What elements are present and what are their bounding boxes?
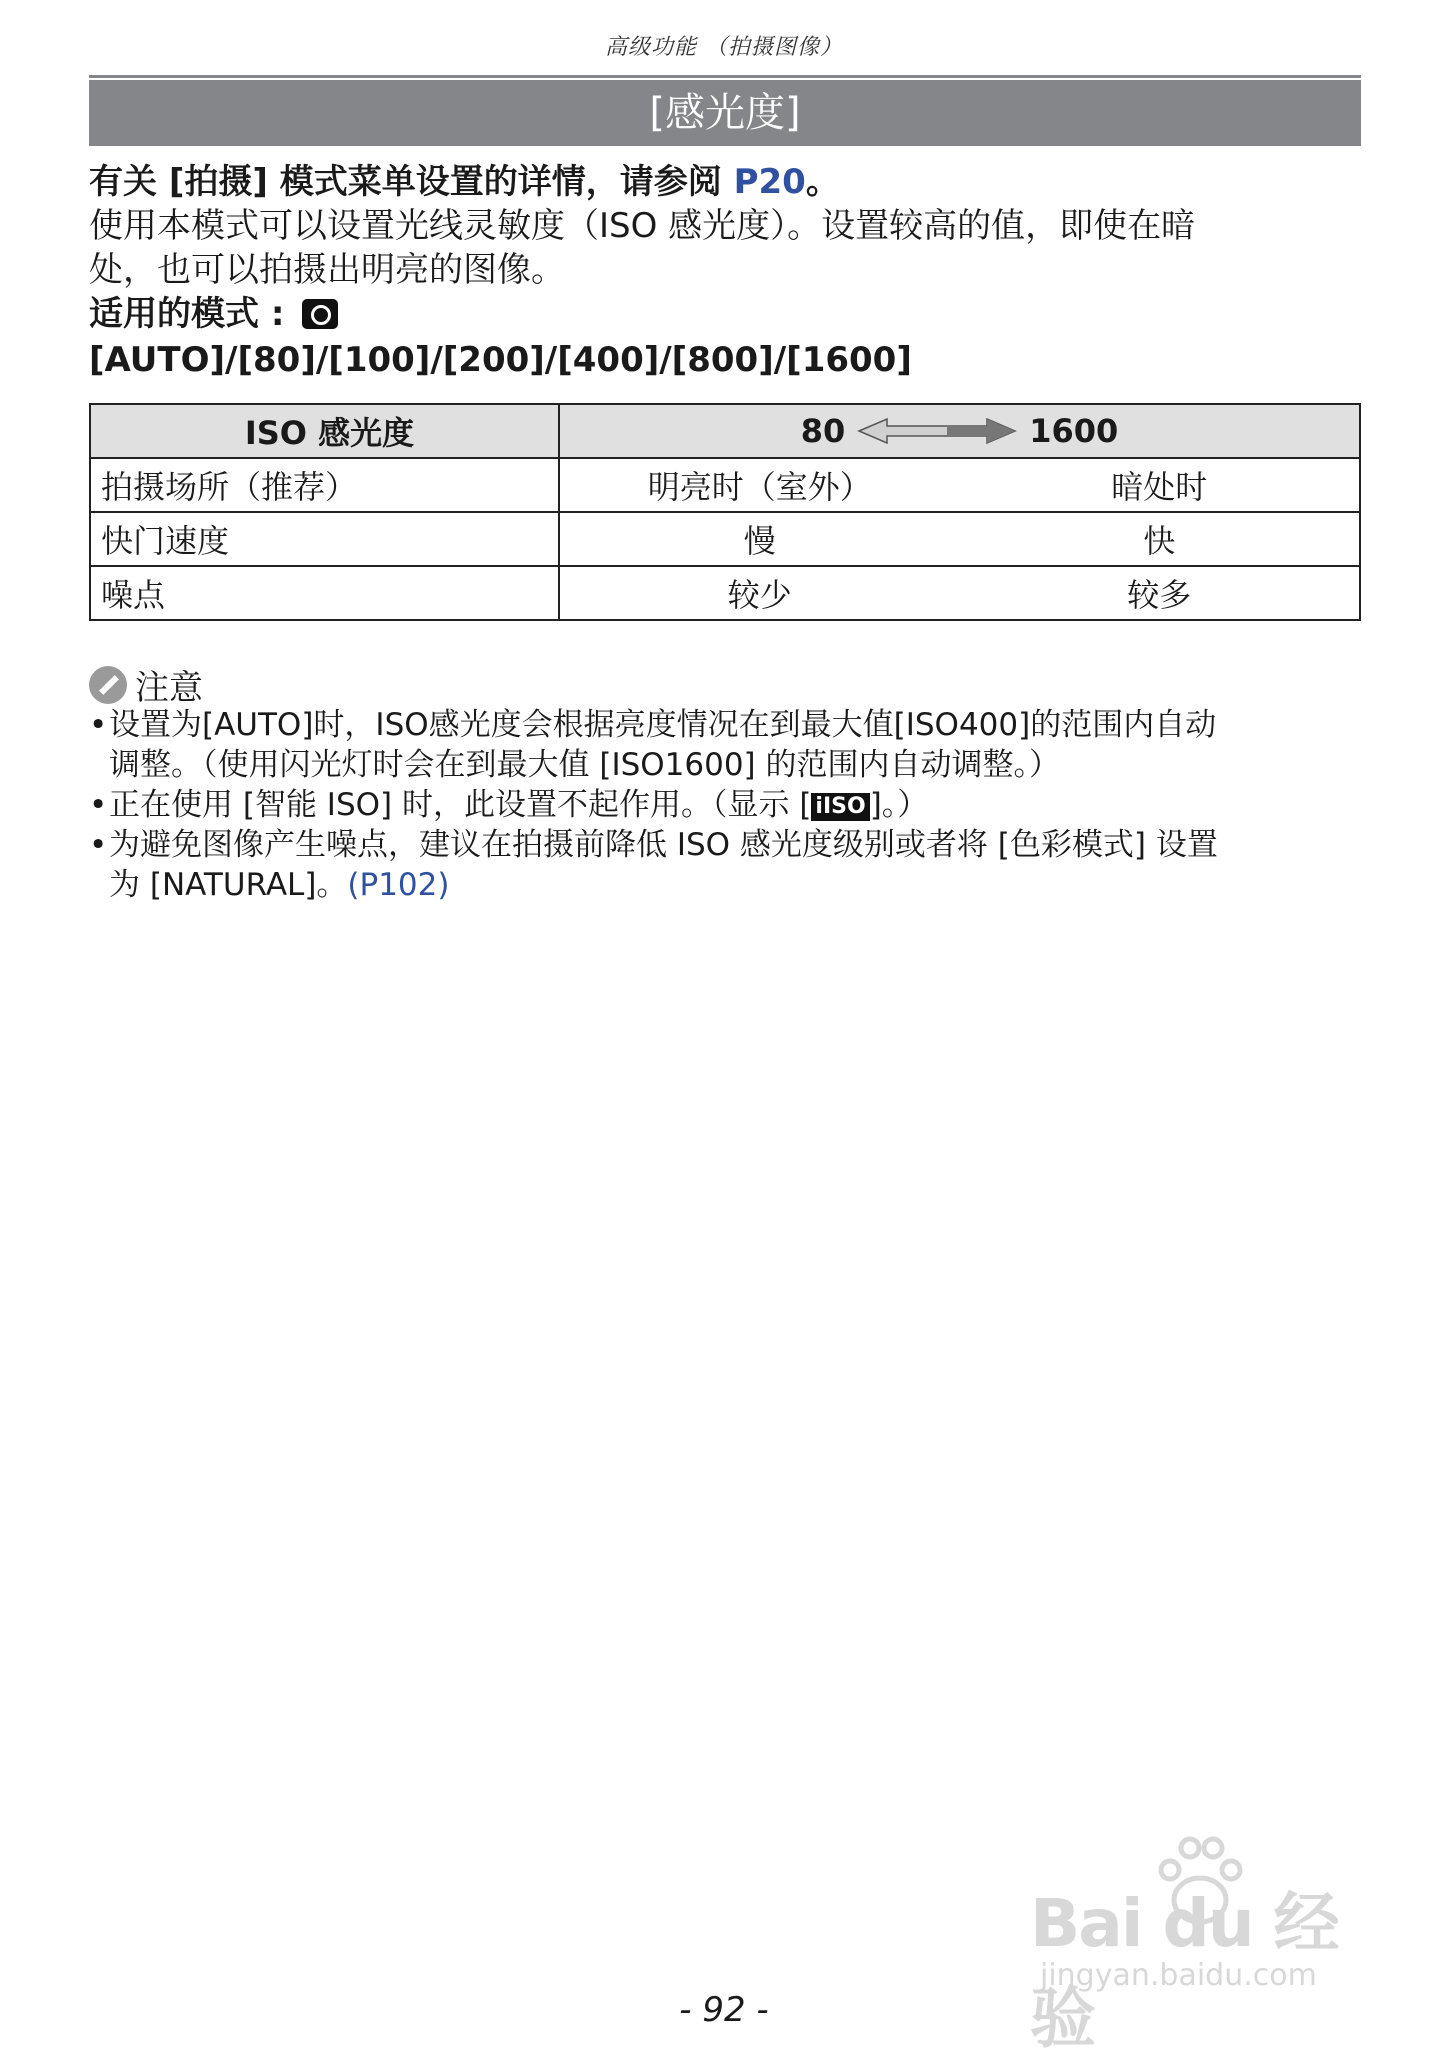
description-line-2: 处，也可以拍摄出明亮的图像。 — [89, 250, 565, 290]
reference-suffix: 。 — [805, 162, 840, 202]
page-number: - 92 - — [679, 1990, 769, 2030]
row-low-value: 慢 — [743, 522, 776, 560]
iso-table — [89, 403, 1361, 621]
iso-options: [AUTO]/[80]/[100]/[200]/[400]/[800]/[1600] — [89, 340, 912, 380]
list-item — [89, 785, 1369, 825]
applicable-modes-label: 适用的模式 : — [89, 294, 285, 334]
reference-line — [89, 160, 1369, 204]
reference-prefix: 有关 [拍摄] 模式菜单设置的详情，请参阅 — [89, 162, 734, 202]
list-item — [89, 705, 1369, 785]
note-1-line-2: 调整。（使用闪光灯时会在到最大值 [ISO1600] 的范围内自动调整。） — [109, 747, 1061, 783]
range-high: 1600 — [1029, 412, 1119, 450]
note-2-prefix: 正在使用 [智能 ISO] 时，此设置不起作用。（显示 [ — [109, 787, 812, 823]
row-high-value: 快 — [1143, 522, 1176, 560]
page-link-p102[interactable]: (P102) — [347, 867, 450, 903]
row-label: 噪点 — [90, 566, 559, 620]
section-title: [感光度] — [89, 80, 1361, 146]
camera-icon — [302, 299, 338, 329]
notes-list — [89, 705, 1369, 905]
table-row — [90, 512, 1360, 566]
note-2-suffix: ]。） — [869, 787, 929, 823]
table-header-label: ISO 感光度 — [90, 404, 559, 458]
row-label: 快门速度 — [90, 512, 559, 566]
table-row — [90, 566, 1360, 620]
watermark-main: Bai du 经验 — [1030, 1885, 1338, 2057]
double-arrow-icon — [857, 416, 1017, 446]
watermark-sub: jingyan.baidu.com — [1040, 1958, 1317, 1993]
note-3-line-2: 为 [NATURAL]。 — [109, 867, 348, 903]
row-label: 拍摄场所（推荐） — [90, 458, 559, 512]
notes-heading — [89, 660, 203, 709]
applicable-modes — [89, 292, 1369, 336]
notes-heading-label: 注意 — [135, 668, 203, 708]
page-header: 高级功能 （拍摄图像） — [605, 35, 843, 60]
baidu-watermark — [1030, 1830, 1370, 2057]
note-3-line-1: 为避免图像产生噪点，建议在拍摄前降低 ISO 感光度级别或者将 [色彩模式] 设置 — [109, 827, 1218, 863]
pencil-icon — [89, 666, 127, 704]
note-1-line-1: 设置为[AUTO]时，ISO感光度会根据亮度情况在到最大值[ISO400]的范围内自动 — [109, 707, 1217, 743]
intelligent-iso-icon: iISO — [811, 793, 869, 821]
row-low-value: 较少 — [727, 576, 792, 614]
table-header-range — [559, 404, 1360, 458]
list-item — [89, 825, 1369, 905]
table-row — [90, 458, 1360, 512]
description-line-1: 使用本模式可以设置光线灵敏度（ISO 感光度）。设置较高的值，即使在暗 — [89, 206, 1196, 246]
range-low: 80 — [800, 412, 846, 450]
table-header-row — [90, 404, 1360, 458]
row-high-value: 较多 — [1127, 576, 1192, 614]
row-high-value: 暗处时 — [1111, 468, 1208, 506]
row-low-value: 明亮时（室外） — [647, 468, 872, 506]
page-link-p20[interactable]: P20 — [733, 162, 806, 202]
